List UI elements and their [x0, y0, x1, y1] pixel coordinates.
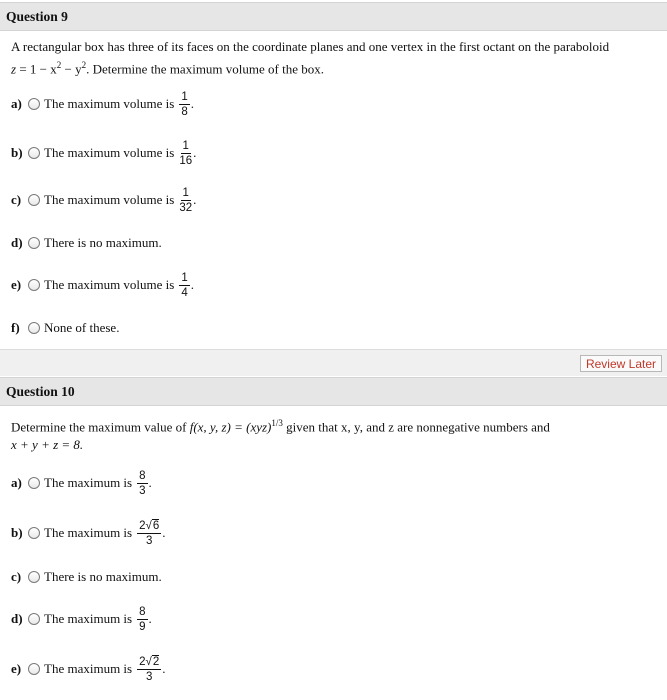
- q9-option-a[interactable]: a) The maximum volume is $\frac{1}{8}$ .: [11, 90, 194, 118]
- radio-button[interactable]: [28, 194, 40, 206]
- radio-button[interactable]: [28, 613, 40, 625]
- fraction: $\frac{1}{8}$: [181, 90, 188, 118]
- question-text-line: A rectangular box has three of its faces on the coordinate planes and one vertex in the first octant on the paraboloid: [11, 39, 610, 54]
- question-title: Question 10: [6, 384, 75, 399]
- fraction: $\frac{2√2}{3}$: [139, 655, 160, 683]
- fraction: $\frac{1}{4}$: [181, 271, 188, 299]
- option-text: The maximum is: [44, 611, 133, 626]
- fraction: $\frac{8}{3}$: [139, 469, 146, 497]
- radio-button[interactable]: [28, 663, 40, 675]
- radio-button[interactable]: [28, 279, 40, 291]
- question-text-line: Determine the maximum value of f(x, y, z) = (xyz)$^{1/3}$ given that x, y, and z are nonnegative numbers and: [11, 418, 550, 435]
- question-text-line: x + y + z = 8.: [11, 437, 84, 453]
- fraction: $\frac{2√6}{3}$: [139, 519, 160, 547]
- radio-button[interactable]: [28, 322, 40, 334]
- q10-option-d[interactable]: d) The maximum is $\frac{8}{9}$ .: [11, 605, 152, 633]
- question-9-header: [0, 2, 667, 31]
- review-bar: [0, 349, 667, 376]
- q9-option-f[interactable]: f) None of these.: [11, 320, 120, 335]
- radio-button[interactable]: [28, 571, 40, 583]
- option-text: There is no maximum.: [44, 569, 162, 584]
- fraction: $\frac{1}{16}$: [179, 139, 193, 167]
- radio-button[interactable]: [28, 147, 40, 159]
- q10-option-b[interactable]: b) The maximum is $\frac{2√6}{3}$ .: [11, 519, 166, 547]
- q9-option-c[interactable]: c) The maximum volume is $\frac{1}{32}$ .: [11, 186, 197, 214]
- option-text: The maximum volume is: [44, 96, 175, 111]
- option-text: The maximum is: [44, 525, 133, 540]
- radio-button[interactable]: [28, 527, 40, 539]
- q10-option-e[interactable]: e) The maximum is $\frac{2√2}{3}$ .: [11, 655, 166, 683]
- radio-button[interactable]: [28, 98, 40, 110]
- fraction: $\frac{1}{32}$: [179, 186, 193, 214]
- radio-button[interactable]: [28, 237, 40, 249]
- q10-option-c[interactable]: c) There is no maximum.: [11, 569, 162, 584]
- option-text: The maximum volume is: [44, 277, 175, 292]
- q9-option-d[interactable]: d) There is no maximum.: [11, 235, 162, 250]
- question-10-text: [11, 414, 661, 454]
- q9-option-b[interactable]: b) The maximum volume is $\frac{1}{16}$ .: [11, 139, 197, 167]
- question-title: Question 9: [6, 9, 68, 24]
- option-text: The maximum volume is: [44, 145, 175, 160]
- question-10-header: [0, 377, 667, 406]
- option-text: There is no maximum.: [44, 235, 162, 250]
- radio-button[interactable]: [28, 477, 40, 489]
- q9-option-e[interactable]: e) The maximum volume is $\frac{1}{4}$ .: [11, 271, 194, 299]
- q10-option-a[interactable]: a) The maximum is $\frac{8}{3}$ .: [11, 469, 152, 497]
- option-text: None of these.: [44, 320, 120, 335]
- option-text: The maximum volume is: [44, 192, 175, 207]
- question-text-line: $z = 1 - x^2 - y^2$. Determine the maximum volume of the box.: [11, 60, 324, 77]
- option-text: The maximum is: [44, 661, 133, 676]
- review-later-button[interactable]: Review Later: [580, 355, 662, 372]
- option-text: The maximum is: [44, 475, 133, 490]
- question-9-text: [11, 38, 661, 78]
- fraction: $\frac{8}{9}$: [139, 605, 146, 633]
